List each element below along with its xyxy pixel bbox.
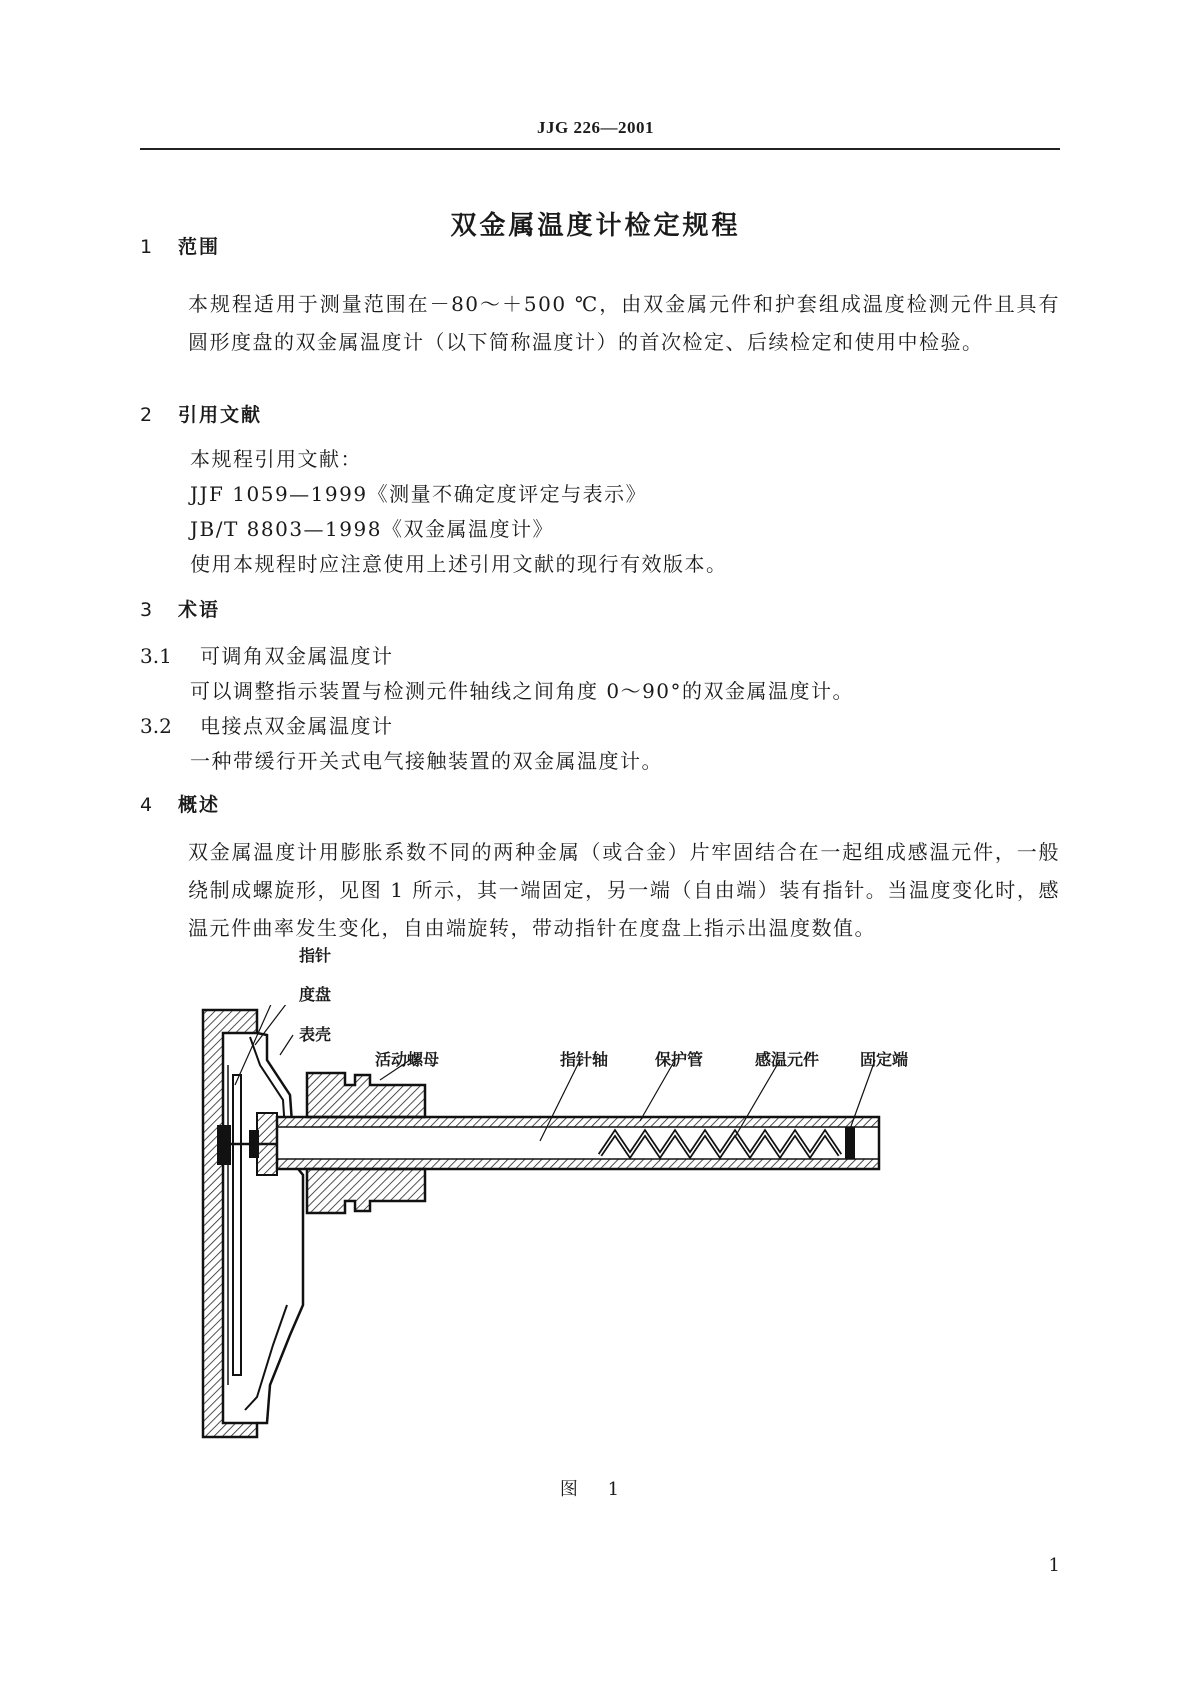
figure-caption: 图 1 [559,1479,632,1500]
section-number: 2 [140,404,153,426]
pointer-hub [217,1125,231,1165]
section-2-heading [140,400,262,427]
fixed-end [845,1127,855,1159]
term-3-2 [140,710,394,739]
term-3-1 [140,640,394,669]
figure-1-bimetal-thermometer [195,946,955,1445]
term-title: 电接点双金属温度计 [200,714,394,738]
term-3-2-definition: 一种带缓行开关式电气接触装置的双金属温度计。 [190,749,663,773]
thermometer-diagram [195,1005,955,1445]
label-dial: 度盘 [299,985,332,1004]
label-fixed-end: 固定端 [860,1050,909,1069]
section-1-heading [140,232,220,259]
paragraph-text: 本规程适用于测量范围在－80～＋500 ℃，由双金属元件和护套组成温度检测元件且具有圆形度盘的双金属温度计（以下简称温度计）的首次检定、后续检定和使用中检验。 [188,292,1060,354]
label-bimetal-element: 感温元件 [755,1050,820,1069]
section-title: 术语 [178,599,221,621]
section-1-paragraph [140,285,1060,361]
section-4-paragraph [140,833,1060,947]
paragraph-text: 双金属温度计用膨胀系数不同的两种金属（或合金）片牢固结合在一起组成感温元件，一般绕制成螺旋形，见图 1 所示，其一端固定，另一端（自由端）装有指针。当温度变化时，感温元件曲率发生变化，自由端旋转，带动指针在度盘上指示出温度数值。 [188,840,1060,940]
term-number: 3.2 [140,714,172,738]
movable-nut [307,1073,425,1117]
dial-plate [233,1075,241,1375]
reference-intro: 本规程引用文献： [190,447,362,471]
page-title: 双金属温度计检定规程 [450,211,741,241]
header-rule [140,148,1060,150]
label-movable-nut: 活动螺母 [375,1050,440,1069]
term-3-1-definition: 可以调整指示装置与检测元件轴线之间角度 0～90°的双金属温度计。 [190,679,855,703]
page-number: 1 [1048,1555,1060,1576]
reference-item: JJF 1059—1999《测量不确定度评定与表示》 [190,482,648,506]
label-case: 表壳 [299,1025,332,1044]
section-number: 4 [140,794,153,816]
section-number: 1 [140,236,153,258]
document-code: JJG 226—2001 [537,118,654,137]
label-pointer-shaft: 指针轴 [560,1050,609,1069]
section-title: 引用文献 [178,404,263,426]
section-4-heading [140,790,220,817]
section-3-heading [140,595,220,622]
section-number: 3 [140,599,153,621]
label-pointer: 指针 [299,946,332,965]
term-title: 可调角双金属温度计 [200,644,394,668]
label-protective-tube: 保护管 [655,1050,704,1069]
section-title: 范围 [178,236,221,258]
reference-item: JB/T 8803—1998《双金属温度计》 [190,517,554,541]
case-front-rim [203,1010,257,1437]
term-number: 3.1 [140,644,172,668]
section-title: 概述 [178,794,221,816]
reference-note: 使用本规程时应注意使用上述引用文献的现行有效版本。 [190,552,728,576]
case-shell [257,1033,303,1423]
